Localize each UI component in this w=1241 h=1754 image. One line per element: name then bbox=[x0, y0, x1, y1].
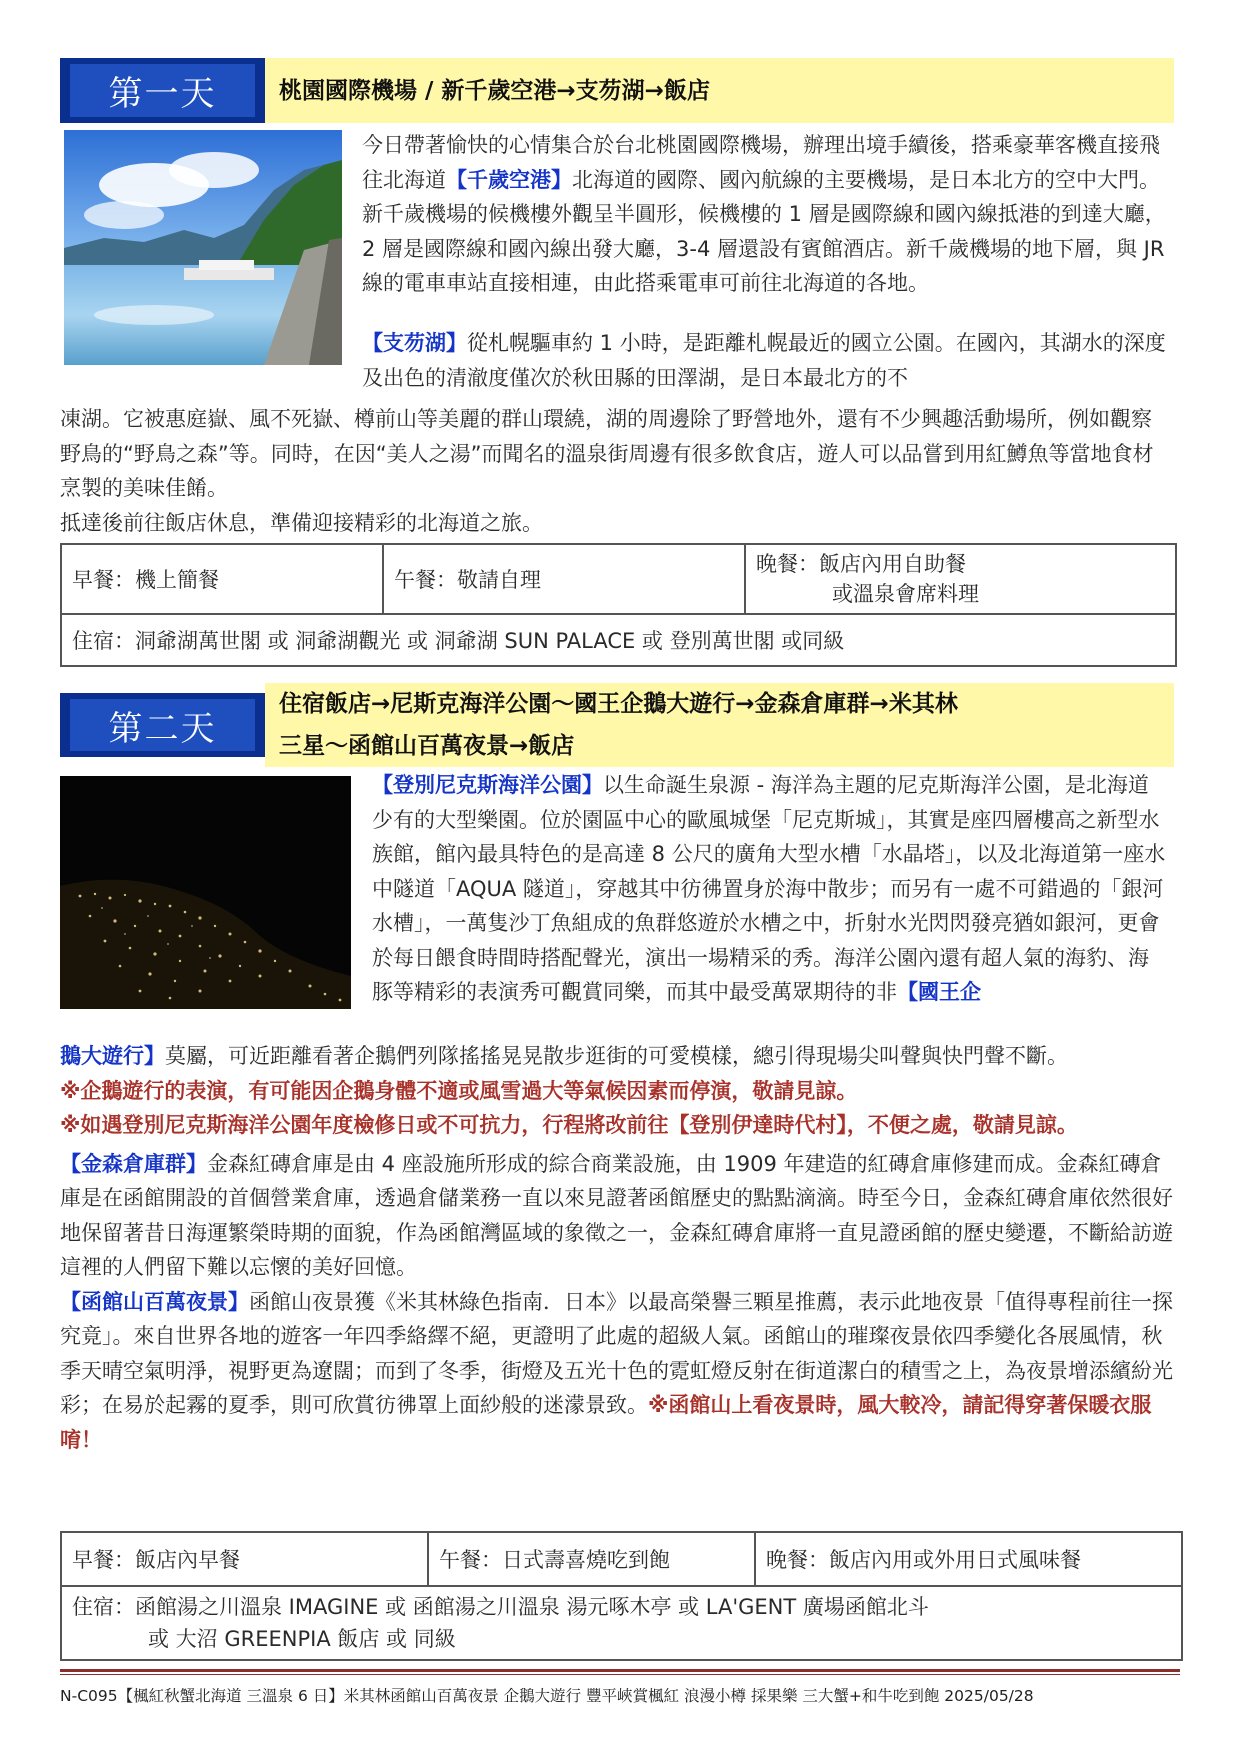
day1-text-block bbox=[362, 128, 1168, 301]
day1-para3: 抵達後前往飯店休息，準備迎接精彩的北海道之旅。 bbox=[60, 510, 543, 535]
lake-shikotsu-photo bbox=[64, 130, 342, 365]
day1-dinner-a: 晚餐：飯店內用自助餐 bbox=[756, 552, 966, 576]
hakodate-night-highlight: 【函館山百萬夜景】 bbox=[60, 1289, 249, 1314]
day1-tag bbox=[60, 58, 265, 123]
day2-para2-body: 金森紅磚倉庫是由 4 座設施所形成的綜合商業設施，由 1909 年建造的紅磚倉庫修建而成。金森紅磚倉庫是在函館開設的首個營業倉庫，透過倉儲業務一直以來見證著函館歷史的點點滴滴。時至今日，金森紅磚倉庫依然很好地保留著昔日海運繁榮時期的面貌，作為函館灣區域的象徵之一，金森紅磚倉庫將一直見證函館的歷史變遷，不斷給訪遊這裡的人們留下難以忘懷的美好回憶。 bbox=[60, 1151, 1173, 1279]
day2-warning1: ※企鵝遊行的表演，有可能因企鵝身體不適或風雪過大等氣候因素而停演，敬請見諒。 bbox=[60, 1078, 858, 1103]
day2-route-line1: 住宿飯店→尼斯克海洋公園～國王企鵝大遊行→金森倉庫群→米其林 bbox=[279, 691, 958, 717]
day2-warning2: ※如遇登別尼克斯海洋公園年度檢修日或不可抗力，行程將改前往【登別伊達時代村】，不便之處，敬請見諒。 bbox=[60, 1113, 1078, 1137]
day2-lunch: 午餐：日式壽喜燒吃到飽 bbox=[428, 1532, 755, 1586]
day2-tag bbox=[60, 693, 265, 757]
day2-dinner: 晚餐：飯店內用或外用日式風味餐 bbox=[755, 1532, 1182, 1586]
shikotsu-lake-highlight: 【支芴湖】 bbox=[362, 331, 467, 355]
penguin-parade-highlight-a: 【國王企 bbox=[897, 980, 981, 1004]
day2-para3 bbox=[60, 1285, 1175, 1458]
day2-route-line2: 三星～函館山百萬夜景→飯店 bbox=[279, 733, 575, 759]
day1-lunch: 午餐：敬請自理 bbox=[383, 544, 745, 614]
hakodate-night-view-photo bbox=[60, 776, 351, 1009]
day2-route bbox=[265, 683, 1174, 767]
day1-para1-rest: 北海道的國際、國內航線的主要機場，是日本北方的空中大門。新千歲機場的候機樓外觀呈半圓形，候機樓的 1 層是國際線和國內線抵港的到達大廳，2 層是國際線和國內線出發大廳，3-4 層還設有賓館酒店。新千歲機場的地下層，與 JR 線的電車車站直接相連，由此搭乘電車可前往北海道的各地。 bbox=[362, 167, 1166, 295]
day1-breakfast: 早餐：機上簡餐 bbox=[61, 544, 383, 614]
day2-para3-body: 函館山夜景獲《米其林綠色指南．日本》以最高榮譽三顆星推薦，表示此地夜景「值得專程前往一探究竟」。來自世界各地的遊客一年四季絡繹不絕，更證明了此處的超級人氣。函館山的璀璨夜景依四季變化各展風情，秋季天晴空氣明淨，視野更為遼闊；而到了冬季，街燈及五光十色的霓虹燈反射在街道潔白的積雪之上，為夜景增添繽紛光彩；在易於起霧的夏季，則可欣賞彷彿罩上面紗般的迷濛景致。 bbox=[60, 1289, 1173, 1417]
day2-para1-a: 以生命誕生泉源 - 海洋為主題的尼克斯海洋公園，是北海道少有的大型樂園。位於園區中心的歐風城堡「尼克斯城」，其實是座四層樓高之新型水族館，館內最具特色的是高達 8 公尺的廣角大型水槽「水晶塔」，以及北海道第一座水中隧道「AQUA 隧道」，穿越其中彷彿置身於海中散步；而另有一處不可錯過的「銀河水槽」，一萬隻沙丁魚組成的魚群悠遊於水槽之中，折射水光閃閃發亮猶如銀河，更會於每日餵食時間時搭配聲光，演出一場精采的秀。海洋公園內還有超人氣的海豹、海豚等精彩的表演秀可觀賞同樂，而其中最受萬眾期待的非 bbox=[372, 773, 1166, 1004]
footer-rule-thin bbox=[60, 1674, 1180, 1675]
day2-header bbox=[60, 683, 1174, 767]
day1-para2-top bbox=[362, 326, 1168, 395]
footer-text: N-C095【楓紅秋蟹北海道 三溫泉 6 日】米其林函館山百萬夜景 企鵝大遊行 豐平峽賞楓紅 浪漫小樽 採果樂 三大蟹+和牛吃到飽 2025/05/28 bbox=[60, 1687, 1034, 1705]
day2-breakfast: 早餐：飯店內早餐 bbox=[61, 1532, 428, 1586]
day1-tag-label: 第一天 bbox=[70, 64, 255, 117]
day2-lodging-b: 或 大沼 GREENPIA 飯店 或 同級 bbox=[148, 1627, 456, 1651]
footer-rule bbox=[60, 1669, 1180, 1672]
day1-dinner bbox=[745, 544, 1176, 614]
day2-para1-b: 莫屬，可近距離看著企鵝們列隊搖搖晃晃散步逛街的可愛模樣，總引得現場尖叫聲與快門聲不斷。 bbox=[165, 1044, 1068, 1068]
day2-para1-top bbox=[372, 768, 1169, 1010]
day2-para2 bbox=[60, 1147, 1175, 1285]
day2-meal-table bbox=[60, 1531, 1183, 1661]
penguin-parade-highlight-b: 鵝大遊行】 bbox=[60, 1044, 165, 1068]
day1-para2-bottom bbox=[60, 402, 1170, 540]
day1-para1-intro: 今日帶著愉快的心情集合於台北桃園國際機場，辦理出境手續後，搭乘豪華客機直接飛往北海道 bbox=[362, 133, 1160, 192]
day1-para1 bbox=[362, 128, 1168, 301]
day1-para2-a: 從札幌驅車約 1 小時，是距離札幌最近的國立公園。在國內，其湖水的深度及出色的清澈度僅次於秋田縣的田澤湖，是日本最北方的不 bbox=[362, 331, 1166, 390]
day2-tag-label: 第二天 bbox=[70, 699, 255, 751]
noboribetsu-nixe-highlight: 【登別尼克斯海洋公園】 bbox=[372, 773, 603, 797]
day2-main-text bbox=[60, 1039, 1175, 1457]
kanemori-highlight: 【金森倉庫群】 bbox=[60, 1151, 207, 1176]
chitose-airport-highlight: 【千歲空港】 bbox=[446, 167, 572, 192]
day1-para2-b: 凍湖。它被惠庭嶽、風不死嶽、樽前山等美麗的群山環繞，湖的周邊除了野營地外，還有不少興趣活動場所，例如觀察野鳥的“野鳥之森”等。同時，在因“美人之湯”而聞名的溫泉街周邊有很多飲食店，遊人可以品嘗到用紅鱒魚等當地食材烹製的美味佳餚。 bbox=[60, 407, 1154, 500]
day1-header bbox=[60, 58, 1174, 123]
day2-lodging bbox=[61, 1586, 1182, 1660]
day1-dinner-b: 或溫泉會席料理 bbox=[832, 582, 979, 606]
day1-route: 桃園國際機場 / 新千歲空港→支芴湖→飯店 bbox=[265, 58, 1174, 123]
day1-meal-table bbox=[60, 543, 1177, 667]
day1-lodging: 住宿：洞爺湖萬世閣 或 洞爺湖觀光 或 洞爺湖 SUN PALACE 或 登別萬世閣 或同級 bbox=[61, 614, 1176, 666]
day2-lodging-a: 住宿：函館湯之川溫泉 IMAGINE 或 函館湯之川溫泉 湯元啄木亭 或 LA'GENT 廣場函館北斗 bbox=[72, 1595, 929, 1619]
day2-para3-warning: ※函館山上看夜景時，風大較冷，請記得穿著保暖衣服唷！ bbox=[60, 1393, 1152, 1452]
